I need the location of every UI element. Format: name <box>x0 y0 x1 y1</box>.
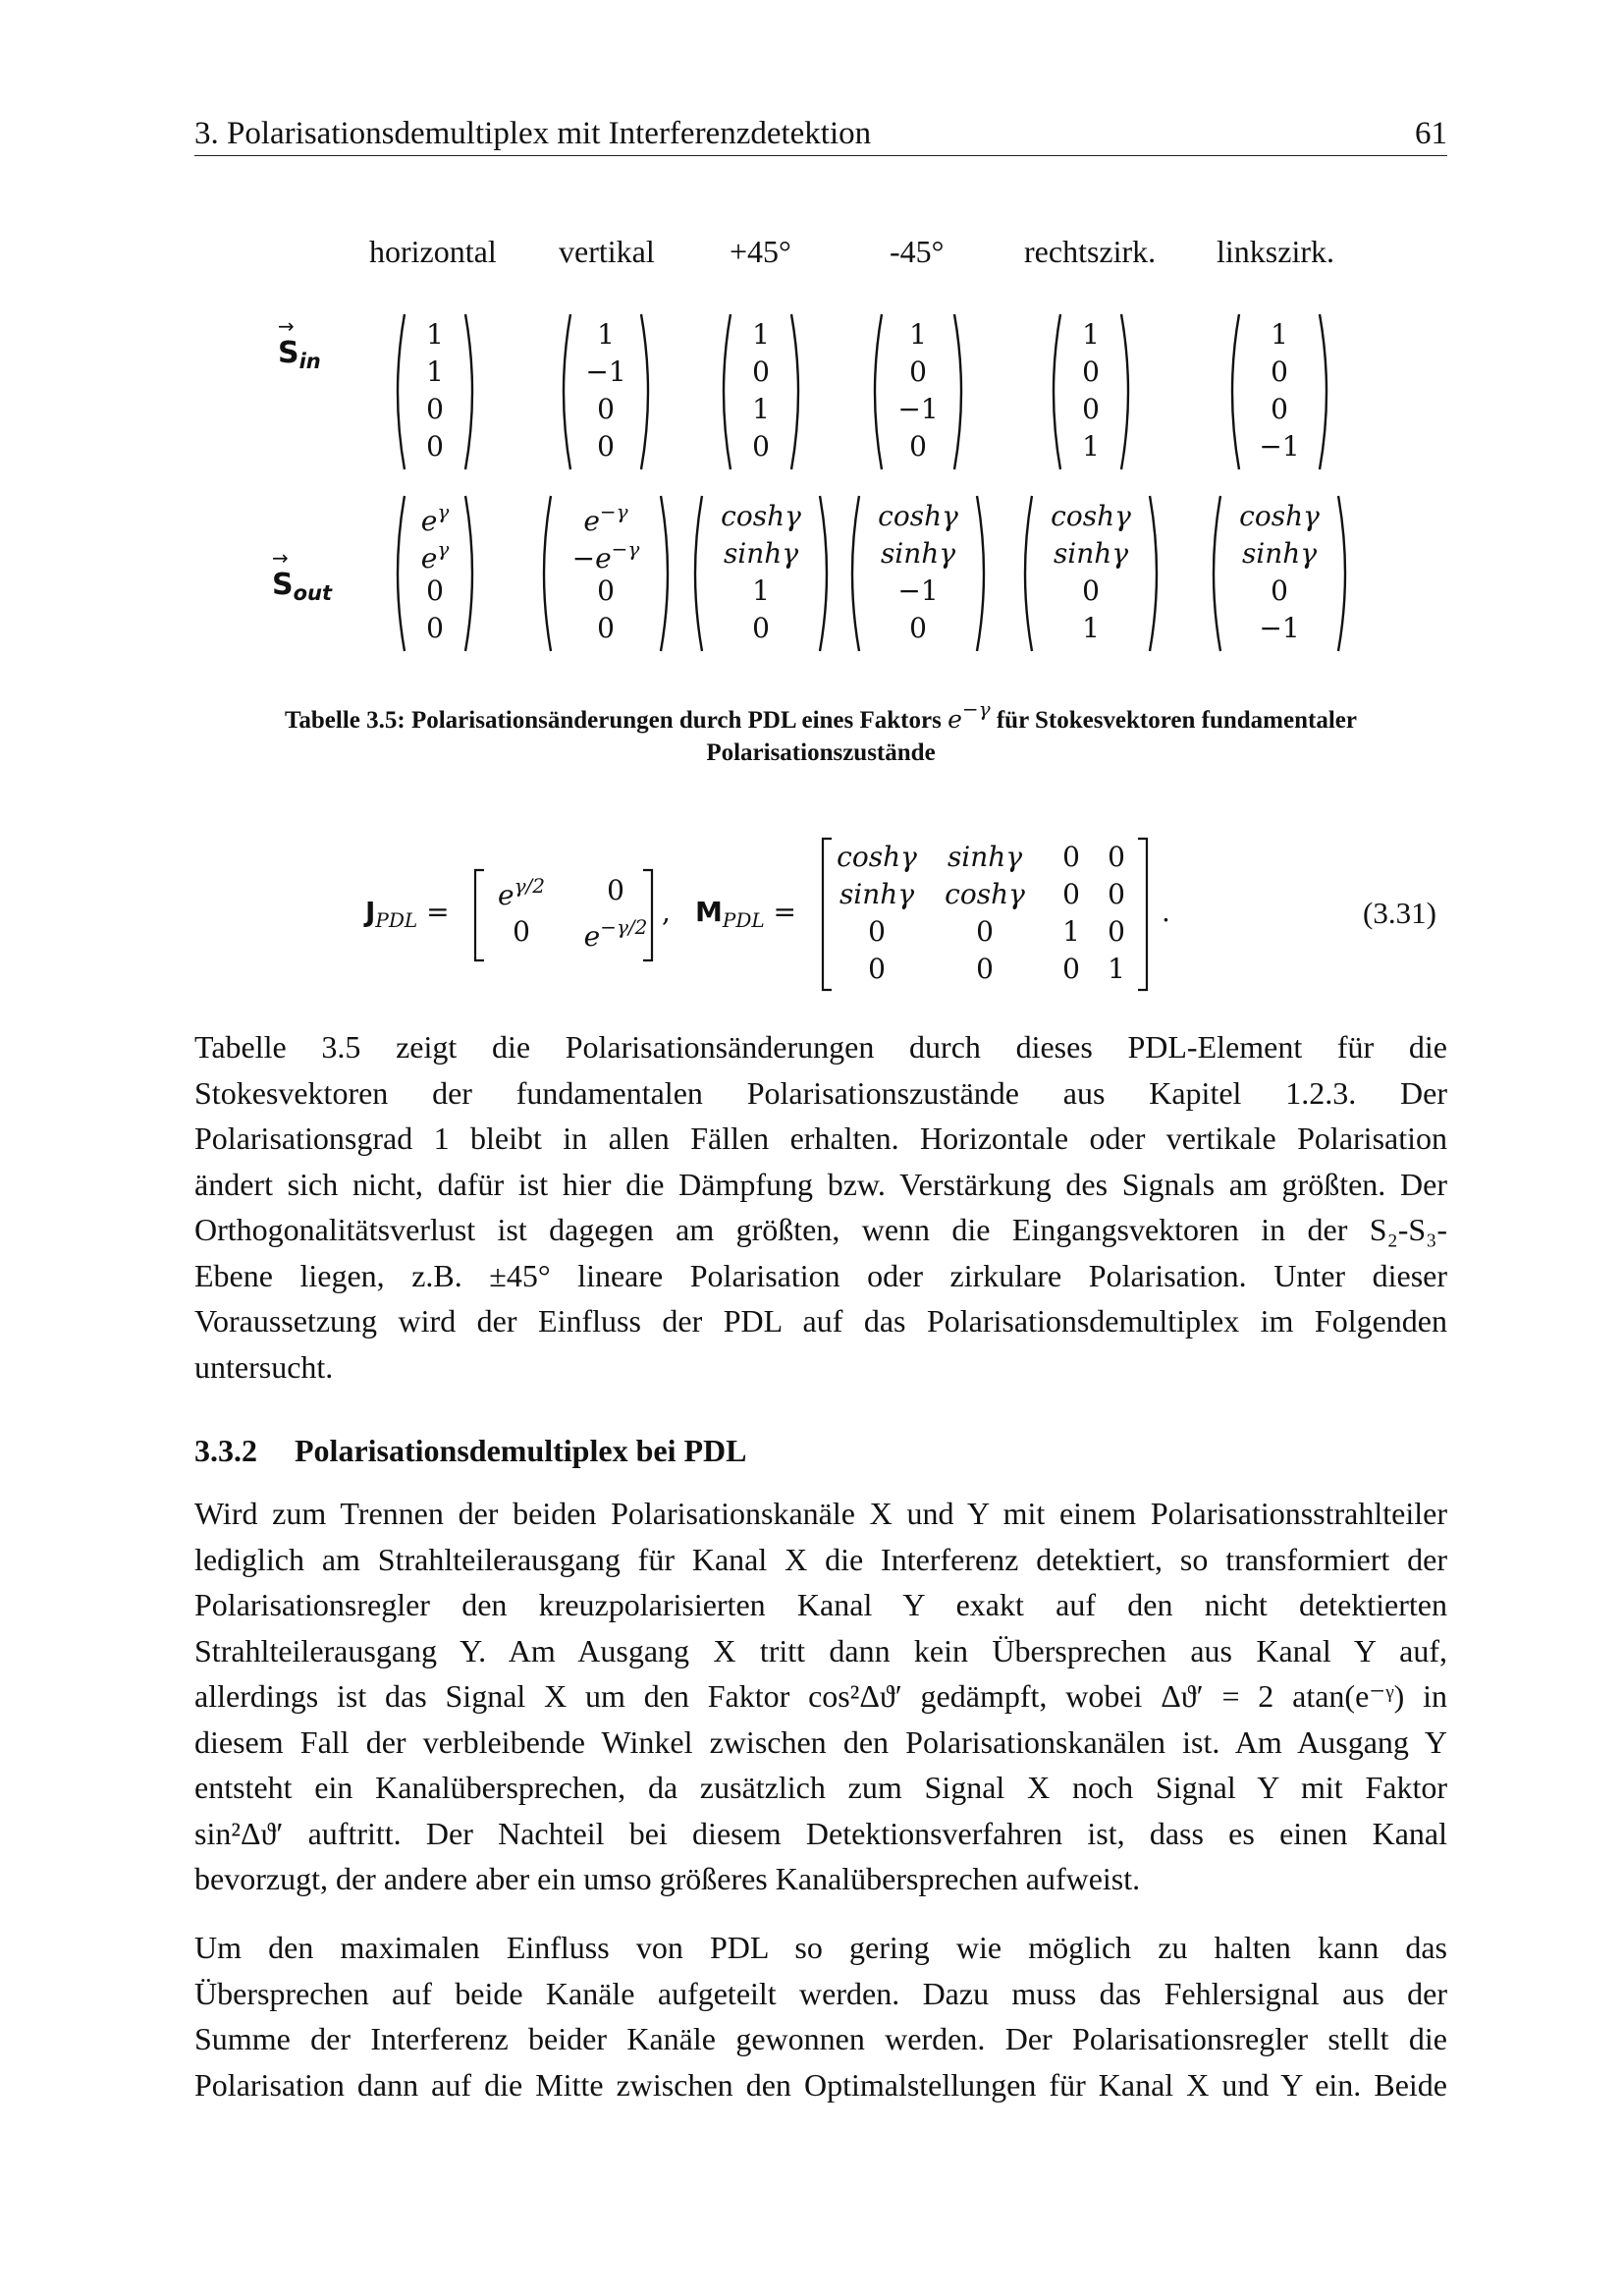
section-heading <box>194 1433 746 1469</box>
paragraph-1-line: ändert sich nicht, dafür ist hier die Dämpfung bzw. Verstärkung des Signals am größten. Der <box>194 1166 1447 1202</box>
section-title: Polarisationsdemultiplex bei PDL <box>295 1433 747 1468</box>
column-header-plus45: +45° <box>730 234 791 269</box>
s-out-entry: $e^\gamma$ <box>420 500 450 537</box>
paragraph-2-line: diesem Fall der verbleibende Winkel zwischen den Polarisationskanälen ist. Am Ausgang Y <box>194 1723 1447 1760</box>
s-in-entry: 0 <box>752 355 770 388</box>
s-in-entry: 0 <box>426 430 444 463</box>
right-parenthesis <box>954 314 961 469</box>
m-matrix-entry: 0 <box>1108 878 1125 910</box>
m-matrix-entry: 0 <box>868 953 886 985</box>
paragraph-1-line: Orthogonalitätsverlust ist dagegen am größten, wenn die Eingangsvektoren in der S₂-S₃- <box>194 1212 1447 1247</box>
row-label-s-out <box>272 568 332 605</box>
left-bracket <box>475 870 484 960</box>
m-matrix-entry: sinhγ <box>947 841 1023 873</box>
s-out-entry: 0 <box>426 612 444 644</box>
s-in-subscript: in <box>298 350 321 373</box>
s-in-entry: 1 <box>1082 430 1100 463</box>
s-out-entry: sinhγ <box>1241 537 1318 570</box>
m-matrix-entry: 0 <box>976 953 994 985</box>
s-in-entry: 1 <box>1271 318 1288 351</box>
paragraph-3 <box>194 1925 1447 2107</box>
m-matrix-entry: 1 <box>1062 915 1080 948</box>
s-out-entry: 1 <box>1082 612 1100 644</box>
left-parenthesis <box>724 314 731 469</box>
s-out-vector <box>552 494 660 651</box>
m-matrix-entry: coshγ <box>945 878 1025 910</box>
equation-separator: , <box>662 896 671 928</box>
left-parenthesis <box>544 496 551 651</box>
m-symbol: M <box>695 896 723 928</box>
left-parenthesis <box>1025 496 1032 651</box>
equation-period: . <box>1162 896 1170 928</box>
s-out-entry: 1 <box>752 574 770 607</box>
column-header-rechtszirk: rechtszirk. <box>1024 234 1157 269</box>
s-in-vector <box>406 312 464 469</box>
s-out-subscript: out <box>293 581 333 605</box>
s-out-vector <box>1221 494 1337 651</box>
right-parenthesis <box>661 496 668 651</box>
s-in-entry: 0 <box>426 393 444 425</box>
left-parenthesis <box>398 496 405 651</box>
paragraph-2-line: lediglich am Strahlteilerausgang für Kanal X die Interferenz detektiert, so transformiert der <box>194 1541 1447 1577</box>
paragraph-3-line: Polarisation dann auf die Mitte zwischen den Optimalstellungen für Kanal X und Y ein. Beide <box>194 2066 1447 2103</box>
paragraph-2-line: Strahlteilerausgang Y. Am Ausgang X tritt dann kein Übersprechen aus Kanal Y auf, <box>194 1632 1447 1668</box>
right-parenthesis <box>465 496 472 651</box>
s-in-entry: 1 <box>426 355 444 388</box>
right-parenthesis <box>1338 496 1345 651</box>
page-number: 61 <box>1415 116 1447 151</box>
s-in-entry: 1 <box>909 318 927 351</box>
j-matrix-entry: $e^{\gamma/2}$ <box>498 874 545 911</box>
s-in-entry: 0 <box>909 355 927 388</box>
m-matrix-entry: 0 <box>868 915 886 948</box>
m-matrix-entry: 0 <box>1108 915 1125 948</box>
s-out-entry: 0 <box>597 574 615 607</box>
right-parenthesis <box>791 314 798 469</box>
caption-math-e: e <box>947 705 962 734</box>
caption-text-2: für Stokesvektoren fundamentaler <box>990 707 1357 734</box>
m-matrix-entry: sinhγ <box>839 878 915 910</box>
s-in-vector <box>883 312 953 469</box>
s-out-vector <box>703 494 819 651</box>
s-out-entry: sinhγ <box>1053 537 1129 570</box>
right-parenthesis <box>1320 314 1326 469</box>
s-in-symbol: → S <box>278 336 299 370</box>
j-matrix-entry: $e^{-\gamma/2}$ <box>583 915 648 953</box>
j-subscript: PDL <box>375 908 418 932</box>
equation-j-label: $J_{PDL}$ = <box>365 896 450 932</box>
caption-math-exponent: −γ <box>961 697 991 721</box>
m-matrix-entry: coshγ <box>837 841 917 873</box>
paragraph-1-line: Voraussetzung wird der Einfluss der PDL auf das Polarisationsdemultiplex im Folgenden <box>194 1303 1447 1339</box>
m-matrix-entry: 0 <box>1062 841 1080 873</box>
paragraph-3-line: Übersprechen auf beide Kanäle aufgeteilt werden. Dazu muss das Fehlersignal aus der <box>194 1975 1447 2011</box>
s-in-entry: 0 <box>1082 355 1100 388</box>
j-symbol: J <box>365 896 376 928</box>
s-out-entry: 0 <box>752 612 770 644</box>
paragraph-3-line: Um den maximalen Einfluss von PDL so gering wie möglich zu halten kann das <box>194 1930 1447 1965</box>
right-bracket <box>1138 839 1147 990</box>
caption-text-line2: Polarisationszustände <box>706 739 936 766</box>
paragraph-2-line: Polarisationsregler den kreuzpolarisierten Kanal Y exakt auf den nicht detektierten <box>194 1587 1447 1622</box>
m-matrix-entry: 0 <box>1108 841 1125 873</box>
table-caption <box>194 693 1447 769</box>
paragraph-1-line: Ebene liegen, z.B. ±45° lineare Polarisation oder zirkulare Polarisation. Unter dieser <box>194 1257 1447 1293</box>
paragraph-1-line: Stokesvektoren der fundamentalen Polarisationszustände aus Kapitel 1.2.3. Der <box>194 1074 1447 1111</box>
s-out-entry: 0 <box>597 612 615 644</box>
column-header-horizontal: horizontal <box>369 234 497 269</box>
right-parenthesis <box>1121 314 1128 469</box>
s-out-entry: $e^{-\gamma}$ <box>583 500 628 537</box>
chapter-title: 3. Polarisationsdemultiplex mit Interferenzdetektion <box>194 116 872 151</box>
section-number: 3.3.2 <box>194 1433 257 1468</box>
s-out-entry: 0 <box>909 612 927 644</box>
row-label-s-in <box>278 336 321 373</box>
s-out-vector <box>406 494 464 651</box>
s-in-entry: 0 <box>1271 355 1288 388</box>
j-matrix-body <box>473 868 654 962</box>
s-in-entry: −1 <box>1259 430 1300 463</box>
s-out-vector <box>860 494 976 651</box>
caption-text-1: Tabelle 3.5: Polarisationsänderungen durch PDL eines Faktors <box>285 707 948 734</box>
right-parenthesis <box>1150 496 1157 651</box>
s-in-entry: 1 <box>1082 318 1100 351</box>
s-in-entry: −1 <box>585 355 626 388</box>
paragraph-2-line: allerdings ist das Signal X um den Faktor cos²Δϑ′ gedämpft, wobei Δϑ′ = 2 atan(e⁻ᵞ) in <box>194 1678 1447 1714</box>
paragraph-1-line: untersucht. <box>194 1348 334 1385</box>
m-matrix-entry: 0 <box>1062 878 1080 910</box>
s-in-vector <box>1240 312 1319 469</box>
left-parenthesis <box>1214 496 1220 651</box>
left-parenthesis <box>852 496 859 651</box>
s-in-entry: 1 <box>426 318 444 351</box>
s-in-entry: 1 <box>752 393 770 425</box>
left-parenthesis <box>695 496 702 651</box>
s-in-entry: 0 <box>752 430 770 463</box>
s-in-vector <box>571 312 640 469</box>
s-out-entry: 0 <box>1082 574 1100 607</box>
m-matrix-body <box>821 837 1149 992</box>
s-in-entry: 0 <box>597 393 615 425</box>
m-matrix-entry: 0 <box>976 915 994 948</box>
s-out-entry: 0 <box>426 574 444 607</box>
s-in-entry: −1 <box>897 393 939 425</box>
s-in-entry: 0 <box>1082 393 1100 425</box>
paragraph-2-line: entsteht ein Kanalübersprechen, da zusätzlich zum Signal X noch Signal Y mit Faktor <box>194 1770 1447 1805</box>
left-parenthesis <box>1232 314 1239 469</box>
s-out-symbol: → S <box>272 568 294 602</box>
s-in-entry: 0 <box>1271 393 1288 425</box>
right-parenthesis <box>820 496 827 651</box>
left-parenthesis <box>564 314 570 469</box>
left-parenthesis <box>875 314 882 469</box>
left-parenthesis <box>1054 314 1060 469</box>
s-in-entry: 0 <box>909 430 927 463</box>
j-matrix-entry: 0 <box>513 915 530 948</box>
column-header-linkszirk: linkszirk. <box>1217 234 1334 269</box>
equation-number: (3.31) <box>1363 896 1436 930</box>
right-parenthesis <box>465 314 472 469</box>
s-in-entry: 1 <box>752 318 770 351</box>
paragraph-1-line: Tabelle 3.5 zeigt die Polarisationsänderungen durch dieses PDL-Element für die <box>194 1029 1447 1065</box>
s-out-vector <box>1033 494 1149 651</box>
column-header-vertikal: vertikal <box>559 234 655 269</box>
s-out-entry: sinhγ <box>723 537 799 570</box>
paragraph-2-line: bevorzugt, der andere aber ein umso größeres Kanalübersprechen aufweist. <box>194 1861 1141 1896</box>
s-out-entry: −1 <box>897 574 939 607</box>
j-matrix-entry: 0 <box>607 874 624 906</box>
paragraph-2 <box>194 1491 1447 1902</box>
s-out-entry: −1 <box>1259 612 1300 644</box>
paragraph-3-line: Summe der Interferenz beider Kanäle gewonnen werden. Der Polarisationsregler stellt die <box>194 2021 1447 2056</box>
s-in-vector <box>1061 312 1120 469</box>
s-in-entry: 1 <box>597 318 615 351</box>
s-out-entry: coshγ <box>878 500 958 532</box>
column-header-minus45: -45° <box>890 234 945 269</box>
s-out-entry: $e^\gamma$ <box>420 537 450 574</box>
s-out-entry: $-e^{-\gamma}$ <box>571 537 640 574</box>
m-matrix-entry: 1 <box>1108 953 1125 985</box>
right-parenthesis <box>977 496 984 651</box>
s-out-entry: 0 <box>1271 574 1288 607</box>
s-in-vector <box>731 312 790 469</box>
equation-m-label: $M_{PDL}$ = <box>695 896 797 932</box>
page-header <box>194 110 1447 156</box>
left-parenthesis <box>398 314 405 469</box>
paragraph-2-line: Wird zum Trennen der beiden Polarisationskanäle X und Y mit einem Polarisationsstrahlteiler <box>194 1496 1447 1531</box>
paragraph-1 <box>194 1024 1447 1390</box>
m-matrix-entry: 0 <box>1062 953 1080 985</box>
s-in-entry: 0 <box>597 430 615 463</box>
s-out-entry: sinhγ <box>880 537 956 570</box>
s-out-entry: coshγ <box>1051 500 1131 532</box>
paragraph-1-line: Polarisationsgrad 1 bleibt in allen Fällen erhalten. Horizontale oder vertikale Polarisation <box>194 1121 1447 1156</box>
right-parenthesis <box>641 314 648 469</box>
s-out-entry: coshγ <box>1239 500 1320 532</box>
paragraph-2-line: sin²Δϑ′ auftritt. Der Nachteil bei diesem Detektionsverfahren ist, dass es einen Kanal <box>194 1815 1447 1851</box>
m-subscript: PDL <box>722 908 765 932</box>
s-out-entry: coshγ <box>721 500 801 532</box>
